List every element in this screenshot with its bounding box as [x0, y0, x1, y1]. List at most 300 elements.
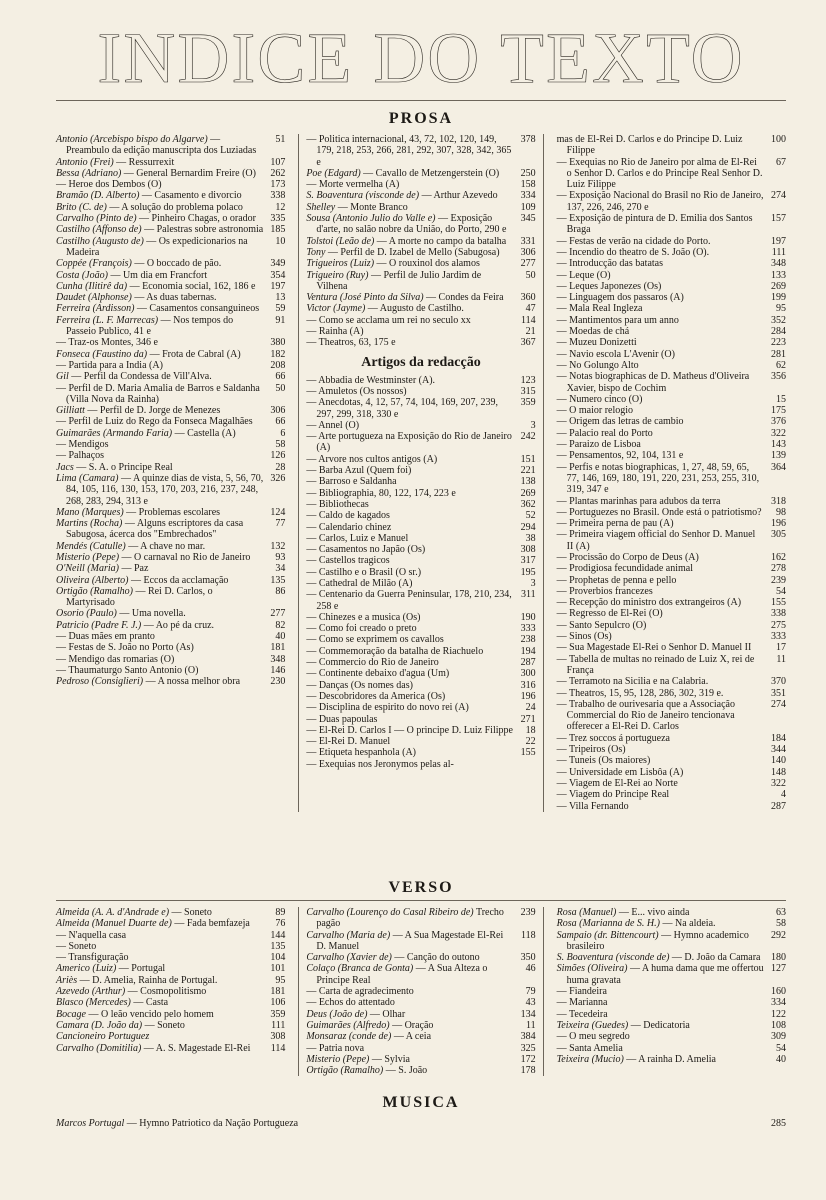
entry-page-number: 384	[520, 1031, 536, 1043]
entry-title: — Origem das letras de cambio	[556, 416, 684, 428]
entry-title: — A morte no campo da batalha	[374, 235, 507, 247]
entry-title: — Monte Branco	[335, 201, 408, 213]
entry-page-number: 91	[275, 314, 286, 326]
entry-author: Rosa (Manuel)	[556, 907, 617, 918]
entry-text	[306, 213, 513, 236]
entry-text	[56, 416, 263, 427]
entry-page-number: 98	[775, 506, 786, 518]
index-entry	[306, 714, 535, 725]
entry-text	[557, 1043, 764, 1054]
entry-author: Poe (Edgard)	[306, 167, 361, 179]
entry-text	[56, 337, 263, 348]
index-entry	[56, 258, 285, 269]
index-entry	[557, 688, 786, 699]
index-entry	[557, 801, 786, 812]
index-entry	[56, 303, 285, 314]
index-entry	[56, 416, 285, 427]
entry-title: — A huma dama que me offertou huma gravata	[566, 963, 764, 986]
entry-title: — O maior relogio	[556, 405, 634, 417]
entry-title: — Cathedral de Milão (A)	[306, 577, 413, 589]
index-entry	[557, 371, 786, 394]
entry-page-number: 348	[770, 258, 786, 270]
entry-text	[306, 303, 513, 314]
entry-text	[557, 733, 764, 744]
entry-author: Martins (Rocha)	[56, 518, 123, 530]
entry-title: — Palacio real do Porto	[556, 427, 653, 439]
entry-title: — O carnaval no Rio de Janeiro	[119, 551, 251, 563]
index-entry	[306, 1020, 535, 1031]
entry-title: — Patria nova	[306, 1042, 365, 1054]
verso-column-middle	[298, 907, 543, 1076]
entry-page-number: 367	[520, 337, 536, 349]
entry-author: Ventura (José Pinto da Silva)	[306, 292, 424, 304]
entry-text	[557, 767, 764, 778]
entry-author: Oliveira (Alberto)	[56, 574, 129, 586]
entry-text	[56, 134, 263, 157]
index-entry	[557, 247, 786, 258]
entry-page-number: 338	[270, 190, 286, 202]
index-entry	[557, 349, 786, 360]
entry-text	[306, 465, 513, 476]
entry-page-number: 333	[520, 623, 536, 635]
entry-page-number: 95	[275, 974, 286, 986]
entry-author: Sampaio (dr. Bittencourt)	[556, 929, 659, 941]
index-entry	[557, 157, 786, 191]
entry-title: — Palhaços	[56, 450, 105, 462]
index-entry	[557, 563, 786, 574]
index-entry	[56, 986, 285, 997]
entry-page-number: 325	[520, 1042, 536, 1054]
index-entry	[306, 247, 535, 258]
entry-page-number: 43	[525, 997, 536, 1009]
entry-page-number: 284	[770, 326, 786, 338]
index-entry	[557, 597, 786, 608]
index-entry	[557, 918, 786, 929]
entry-page-number: 316	[520, 679, 536, 691]
entry-page-number: 300	[520, 668, 536, 680]
entry-text	[56, 258, 263, 269]
entry-page-number: 135	[270, 940, 286, 952]
entry-title: — Augusto de Castilho.	[365, 303, 464, 315]
index-entry	[557, 586, 786, 597]
index-entry	[306, 544, 535, 555]
entry-page-number: 195	[520, 566, 536, 578]
entry-text	[56, 654, 263, 665]
entry-title: — Pinheiro Chagas, o orador	[136, 213, 256, 225]
entry-page-number: 364	[770, 461, 786, 473]
entry-title: — Sylvia	[369, 1053, 410, 1065]
entry-text	[306, 1054, 513, 1065]
entry-page-number	[514, 759, 536, 770]
entry-text	[557, 315, 764, 326]
entry-title: — A rainha D. Amelia	[623, 1053, 716, 1065]
entry-title: — Notas biographicas de D. Matheus d'Oliveira Xavier, bispo de Cochim	[556, 371, 750, 394]
entry-page-number: 350	[520, 952, 536, 964]
entry-author: Almeida (A. A. d'Andrade e)	[56, 907, 170, 918]
entry-text	[306, 270, 513, 293]
entry-title: — O rouxinol dos alamos	[374, 258, 480, 270]
index-entry	[56, 224, 285, 235]
entry-text	[306, 589, 513, 612]
entry-page-number: 182	[270, 348, 286, 360]
entry-text	[557, 270, 764, 281]
entry-page-number: 50	[525, 269, 536, 281]
entry-title: — O meu segredo	[556, 1031, 630, 1043]
entry-author: Ferreira (L. F. Marrecas)	[56, 314, 159, 326]
entry-title: — Caldo de kagados	[306, 510, 390, 522]
entry-text	[306, 930, 513, 953]
entry-author: Coppée (François)	[56, 258, 132, 270]
entry-title: — Trez soccos á portugueza	[556, 732, 670, 744]
index-entry	[557, 907, 786, 918]
entry-page-number: 308	[520, 544, 536, 556]
entry-title: — Navio escola L'Avenir (O)	[556, 348, 675, 360]
entry-page-number: 180	[770, 952, 786, 964]
entry-title: — Pensamentos, 92, 104, 131 e	[556, 450, 684, 462]
entry-author: Americo (Luiz)	[56, 963, 117, 975]
index-entry	[557, 608, 786, 619]
entry-page-number: 378	[520, 134, 536, 145]
entry-title: — Arvore nos cultos antigos (A)	[306, 453, 438, 465]
index-entry	[557, 416, 786, 427]
entry-page-number: 285	[771, 1118, 786, 1129]
entry-title: — A Sua Alteza o Principe Real	[316, 963, 488, 986]
entry-page-number: 322	[770, 427, 786, 439]
index-entry	[557, 439, 786, 450]
entry-text	[306, 907, 513, 930]
index-entry	[56, 642, 285, 653]
entry-page-number: 10	[275, 235, 286, 247]
entry-author: Antonio (Arcebispo bispo do Algarve)	[56, 134, 208, 145]
entry-page-number: 287	[520, 657, 536, 669]
index-entry	[56, 315, 285, 338]
index-entry	[557, 789, 786, 800]
entry-page-number: 126	[270, 450, 286, 462]
entry-title: — Primeira viagem official do Senhor D. Manuel II (A)	[556, 529, 756, 552]
entry-page-number: 277	[520, 258, 536, 270]
entry-page-number: 199	[770, 292, 786, 304]
entry-title: — Fada bemfazeja	[171, 918, 250, 930]
entry-page-number: 134	[520, 1008, 536, 1020]
entry-title: — Echos do attentado	[306, 997, 395, 1009]
index-entry	[557, 428, 786, 439]
entry-title: — D. Amelia, Rainha de Portugal.	[77, 974, 218, 986]
index-entry	[557, 767, 786, 778]
entry-text	[306, 292, 513, 303]
entry-text	[306, 1020, 513, 1031]
entry-page-number: 194	[520, 645, 536, 657]
entry-text	[557, 258, 764, 269]
entry-title: — Commercio do Rio de Janeiro	[306, 657, 439, 669]
entry-title: — Santa Amelia	[556, 1042, 623, 1054]
entry-text	[56, 676, 263, 687]
entry-title: — Perfis e notas biographicas, 1, 27, 48, 59, 65, 77, 146, 169, 180, 191, 220, 231, 253, 255, 310, 319, 347 e	[556, 461, 760, 496]
entry-text	[56, 1031, 263, 1042]
index-entry	[306, 236, 535, 247]
entry-page-number: 59	[275, 303, 286, 315]
verso-columns	[56, 907, 786, 1076]
entry-text	[306, 623, 513, 634]
entry-text	[306, 1065, 513, 1076]
entry-title: — Alguns escriptores da casa Sabugosa, ácerca dos "Embrechados"	[66, 518, 244, 541]
index-entry	[56, 190, 285, 201]
entry-page-number: 331	[520, 235, 536, 247]
entry-author: Bessa (Adriano)	[56, 167, 122, 179]
entry-page-number: 54	[775, 1042, 786, 1054]
entry-text	[56, 428, 263, 439]
entry-page-number: 106	[270, 997, 286, 1009]
entry-text	[557, 642, 764, 653]
entry-title: — Politica internacional, 43, 72, 102, 120, 149, 179, 218, 253, 266, 281, 292, 307, 328, 342, 365 e	[306, 134, 512, 168]
entry-text	[56, 179, 263, 190]
entry-title: — Duas papoulas	[306, 713, 378, 725]
entry-author: Guimarães (Alfredo)	[306, 1019, 390, 1031]
entry-title: — Barba Azul (Quem foi)	[306, 465, 412, 477]
entry-text	[56, 292, 263, 303]
index-entry	[306, 725, 535, 736]
index-entry	[56, 462, 285, 473]
entry-title: — Perfil da Condessa de Vill'Alva.	[68, 371, 212, 383]
index-entry	[557, 394, 786, 405]
entry-page-number: 239	[520, 907, 536, 918]
entry-page-number: 196	[770, 518, 786, 530]
entry-text	[56, 907, 263, 918]
index-entry	[306, 375, 535, 386]
index-entry	[557, 281, 786, 292]
entry-author: Patricio (Padre F. J.)	[56, 619, 142, 631]
entry-title: — Ressurrexit	[113, 156, 175, 168]
entry-title: — Bibliographia, 80, 122, 174, 223 e	[306, 487, 456, 499]
entry-text	[557, 608, 764, 619]
index-entry	[557, 1054, 786, 1065]
index-entry	[557, 552, 786, 563]
entry-title: — Como foi creado o preto	[306, 623, 417, 635]
entry-title: — Cavallo de Metzengerstein (O)	[360, 167, 500, 179]
entry-text	[557, 529, 764, 552]
entry-text	[306, 375, 513, 386]
entry-page-number: 62	[775, 359, 786, 371]
index-entry	[557, 997, 786, 1008]
index-entry	[557, 190, 786, 213]
entry-page-number: 54	[775, 585, 786, 597]
entry-text	[557, 416, 764, 427]
entry-page-number: 34	[275, 563, 286, 575]
entry-page-number: 292	[770, 929, 786, 941]
entry-text	[306, 337, 513, 348]
index-entry	[56, 952, 285, 963]
entry-text	[557, 699, 764, 733]
entry-author: Tolstoi (Leão de)	[306, 235, 375, 247]
entry-text	[306, 747, 513, 758]
entry-text	[306, 431, 513, 454]
entry-title: — Exposição de pintura de D. Emilia dos Santos Braga	[556, 213, 753, 236]
entry-title: — Perfil de D. Maria Amalia de Barros e Saldanha (Villa Nova da Rainha)	[56, 382, 260, 405]
entry-text	[306, 510, 513, 521]
entry-page-number: 275	[770, 619, 786, 631]
index-entry	[306, 759, 535, 770]
entry-author: Tony	[306, 246, 326, 258]
entry-author: Cancioneiro Portuguez	[56, 1031, 150, 1043]
entry-author: Azevedo (Arthur)	[56, 986, 126, 998]
entry-title: — Plantas marinhas para adubos da terra	[556, 495, 721, 507]
entry-author: Almeida (Manuel Duarte de)	[56, 918, 172, 930]
section-heading-verso: VERSO	[388, 879, 454, 896]
entry-text	[56, 1118, 764, 1129]
entry-title: — Oração	[389, 1019, 434, 1031]
index-entry	[306, 668, 535, 679]
index-entry	[56, 168, 285, 179]
entry-page-number: 93	[275, 551, 286, 563]
index-entry	[306, 465, 535, 476]
entry-title: — Theatros, 15, 95, 128, 286, 302, 319 e.	[556, 687, 724, 699]
entry-title: — Portugal	[116, 963, 166, 975]
entry-page-number: 349	[270, 258, 286, 270]
entry-page-number: 40	[275, 631, 286, 643]
index-entry	[306, 499, 535, 510]
entry-author: Camara (D. João da)	[56, 1019, 143, 1031]
entry-title: — Exequias nos Jeronymos pelas al-	[306, 758, 454, 770]
entry-title: — Fiandeira	[556, 986, 607, 998]
page-title: INDICE DO TEXTO	[97, 18, 745, 98]
entry-author: Monsaraz (conde de)	[306, 1031, 392, 1043]
entry-text	[306, 168, 513, 179]
index-entry	[557, 1031, 786, 1042]
entry-text	[56, 552, 263, 563]
index-entry	[56, 620, 285, 631]
entry-page-number: 15	[775, 393, 786, 405]
entry-text	[306, 680, 513, 691]
entry-title: — Perfil de D. Izabel de Mello (Sabugosa)	[325, 246, 500, 258]
entry-text	[56, 952, 263, 963]
prosa-columns	[56, 134, 786, 812]
index-entry	[56, 676, 285, 687]
entry-page-number: 111	[271, 1019, 286, 1031]
entry-text	[557, 405, 764, 416]
entry-text	[557, 190, 764, 213]
entry-title: — Viagem de El-Rei ao Norte	[556, 777, 678, 789]
entry-text	[557, 986, 764, 997]
entry-page-number: 274	[770, 190, 786, 202]
entry-title: — Viagem do Principe Real	[556, 789, 670, 801]
index-entry	[306, 567, 535, 578]
index-entry	[306, 963, 535, 986]
entry-text	[306, 578, 513, 589]
entry-page-number: 197	[770, 235, 786, 247]
entry-page-number: 334	[770, 997, 786, 1009]
index-entry	[557, 258, 786, 269]
entry-text	[306, 247, 513, 258]
entry-text	[306, 397, 513, 420]
index-entry	[56, 360, 285, 371]
entry-title: — Ao pé da cruz.	[141, 619, 215, 631]
entry-author: Blasco (Mercedes)	[56, 997, 131, 1009]
index-entry	[557, 778, 786, 789]
entry-text	[56, 930, 263, 941]
entry-title: — Duas mães em pranto	[56, 631, 155, 643]
entry-text	[56, 157, 263, 168]
entry-page-number: 190	[520, 611, 536, 623]
index-entry	[56, 405, 285, 416]
entry-title: — Villa Fernando	[556, 800, 629, 812]
entry-author: Trigueiro (Ruy)	[306, 269, 369, 281]
entry-page-number: 66	[275, 371, 286, 383]
entry-title: — Centenario da Guerra Peninsular, 178, 210, 234, 258 e	[306, 589, 512, 612]
index-entry	[306, 315, 535, 326]
entry-text	[56, 270, 263, 281]
entry-text	[557, 337, 764, 348]
entry-author: Simões (Oliveira)	[556, 963, 628, 975]
entry-text	[56, 1043, 263, 1054]
entry-text	[306, 315, 513, 326]
entry-text	[557, 552, 764, 563]
index-entry	[56, 541, 285, 552]
verso-column-right	[554, 907, 786, 1076]
entry-text	[56, 541, 263, 552]
index-entry	[557, 270, 786, 281]
entry-title: — S. João	[383, 1065, 428, 1077]
entry-title: — Como se exprimem os cavallos	[306, 634, 444, 646]
entry-title: mas de El-Rei D. Carlos e do Principe D. Luiz Filippe	[556, 134, 743, 157]
section-heading-musica: MUSICA	[382, 1094, 460, 1111]
entry-page-number: 309	[770, 1031, 786, 1043]
entry-title: — Tecedeira	[556, 1008, 608, 1020]
entry-title: — Moedas de chá	[556, 326, 630, 338]
entry-author: Teixeira (Guedes)	[556, 1019, 629, 1031]
entry-title: — Transfiguração	[56, 952, 129, 964]
entry-text	[557, 1031, 764, 1042]
index-entry	[56, 179, 285, 190]
entry-text	[557, 597, 764, 608]
entry-page-number: 47	[525, 303, 536, 315]
entry-title: — A chave no mar.	[125, 540, 206, 552]
index-entry	[557, 1043, 786, 1054]
entry-text	[56, 303, 263, 314]
index-entry	[557, 575, 786, 586]
index-entry	[557, 744, 786, 755]
index-entry	[56, 450, 285, 461]
index-entry	[56, 157, 285, 168]
entry-author: Marcos Portugal	[56, 1118, 125, 1129]
entry-page-number: 66	[275, 416, 286, 428]
entry-text	[56, 450, 263, 461]
index-entry	[306, 986, 535, 997]
index-entry	[56, 213, 285, 224]
entry-page-number: 89	[275, 907, 286, 918]
index-page	[56, 18, 786, 1129]
entry-text	[56, 213, 263, 224]
entry-title: — Uma novella.	[116, 608, 186, 620]
entry-page-number: 144	[270, 929, 286, 941]
entry-text	[557, 507, 764, 518]
entry-author: Brito (C. de)	[56, 201, 107, 213]
entry-author: Deus (João de)	[306, 1008, 368, 1020]
entry-text	[557, 1020, 764, 1031]
entry-page-number: 108	[770, 1019, 786, 1031]
entry-text	[56, 975, 263, 986]
entry-page-number: 3	[530, 419, 536, 431]
entry-page-number: 359	[520, 397, 536, 409]
entry-title: — Continente debaixo d'agua (Um)	[306, 668, 450, 680]
entry-page-number: 107	[270, 156, 286, 168]
entry-page-number: 262	[270, 167, 286, 179]
entry-text	[306, 646, 513, 657]
entry-page-number: 333	[770, 631, 786, 643]
entry-title: — Carta de agradecimento	[306, 986, 414, 998]
entry-title: — Paraizo de Lisboa	[556, 439, 641, 451]
entry-title: — Casta	[130, 997, 169, 1009]
entry-text	[306, 657, 513, 668]
entry-text	[306, 544, 513, 555]
